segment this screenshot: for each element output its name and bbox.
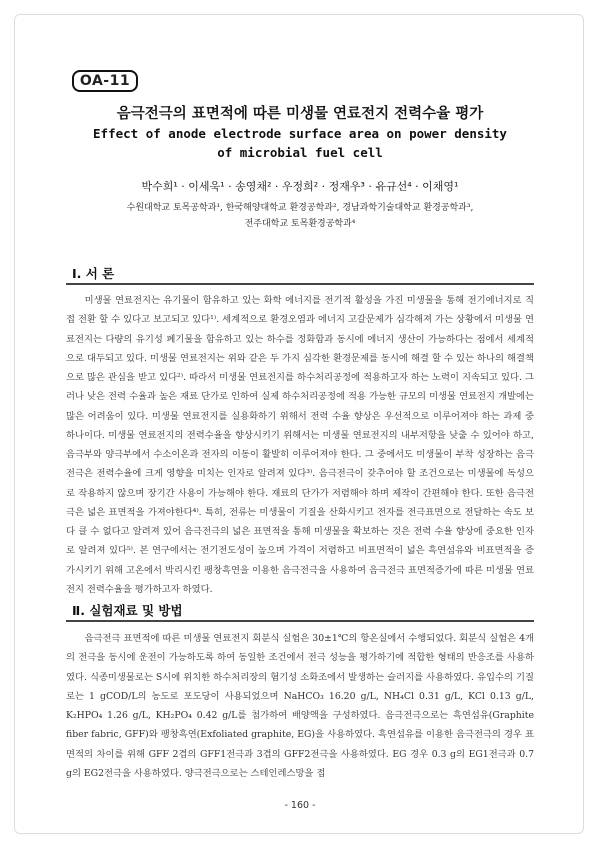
- author-list: 박수희¹ · 이세욱¹ · 송영채² · 우정희² · 정재우³ · 유규선⁴ · 이채영¹: [141, 180, 459, 193]
- title-korean: 음극전극의 표면적에 따른 미생물 연료전지 전력수율 평가: [116, 106, 484, 122]
- section-heading-introduction: Ⅰ. 서 론: [72, 266, 115, 281]
- section-divider: [66, 283, 534, 285]
- methods-paragraph: 음극전극 표면적에 따른 미생물 연료전지 회분식 실험은 30±1℃의 항온실에서 수행되었다. 회분식 실험은 4개의 전극을 동시에 운전이 가능하도록 하여 동일한 조건에서 전극 성능을 평가하기에 적합한 형태의 반응조를 사용하였다. 식종미생물로는 S시에 위치한 하수처리장의 혐기성 소화조에서 발생하는 슬러지를 사용하였다. 유입수의 기질로는 1 gCOD/L의 농도로 포도당이 사용되었으며 NaHCO₃ 16.20 g/L, NH₄Cl 0.31 g/L, KCl 0.13 g/L, K₂HPO₄ 1.26 g/L, KH₂PO₄ 0.42 g/L를 첨가하여 배양액을 구성하였다. 음극전극으로는 흑연섬유(Graphite fiber fabric, GFF)와 팽창흑연(Exfoliated graphite, EG)을 사용하였다. 흑연섬유를 이용한 음극전극의 경우 표면적의 차이를 위해 GFF 2겹의 GFF1전극과 3겹의 GFF2전극을 사용하였다. EG 경우 0.3 g의 EG1전극과 0.7 g의 EG2전극을 사용하였다. 양극전극으로는 스테인레스망을 접: [66, 633, 534, 779]
- title-english-line2: of microbial fuel cell: [217, 145, 383, 160]
- title-english-line1: Effect of anode electrode surface area on power density: [93, 126, 507, 141]
- session-badge: OA-11: [72, 70, 138, 92]
- section-heading-methods: Ⅱ. 실험재료 및 방법: [72, 603, 183, 618]
- introduction-paragraph: 미생물 연료전지는 유기물이 함유하고 있는 화학 에너지를 전기적 활성을 가진 미생물을 통해 전기에너지로 직접 전환 할 수 있다고 보고되고 있다¹⁾. 세계적으로 환경오염과 에너지 고갈문제가 심각해져 가는 상황에서 미생물 연료전지는 다량의 유기성 폐기물을 함유하고 있는 하수를 정화함과 동시에 에너지 생산이 가능하다는 점에서 세계적으로 대두되고 있다. 미생물 연료전지는 위와 같은 두 가지 심각한 환경문제를 동시에 해결 할 수 있는 하나의 해결책으로 많은 관심을 받고 있다²⁾. 따라서 미생물 연료전지를 하수처리공정에 적용하고자 하는 노력이 지속되고 있다. 그러나 낮은 전력 수율과 높은 재료 단가로 인하여 실제 하수처리공정에 적용 가능한 규모의 미생물 연료전지 개발에는 많은 어려움이 있다. 미생물 연료전지를 실용화하기 위해서 전력 수율 향상은 우선적으로 이루어져야 하는 과제 중 하나이다. 미생물 연료전지의 전력수율을 향상시키기 위해서는 미생물 연료전지의 내부저항을 낮출 수 있어야 하고, 음극부와 양극부에서 수소이온과 전자의 이동이 활발히 이루어져야 한다. 그 중에서도 미생물이 부착 성장하는 음극전극은 전력수율에 크게 영향을 미치는 인자로 알려져 있다³⁾. 음극전극이 갖추어야 할 조건으로는 미생물에 독성으로 작용하지 않으며 장기간 사용이 가능해야 한다. 재료의 단가가 저렴해야 하며 제작이 간편해야 한다. 또한 음극전극은 넓은 표면적을 가져야한다⁴⁾. 특히, 전류는 미생물이 기질을 산화시키고 전자를 전극표면으로 전달하는 속도 보다 클 수 없다고 알려져 있어 음극전극의 넓은 표면적을 통해 미생물을 확보하는 것은 전력 수율 향상에 중요한 인자로 알려져 있다⁵⁾. 본 연구에서는 전기전도성이 높으며 가격이 저렴하고 비표면적이 넓은 흑연섬유와 비표면적을 증가시키기 위해 고온에서 박리시킨 팽창흑연을 이용한 음극전극을 사용하여 음극전극 표면적증가에 따른 미생물 연료전지 전력수율을 평가하고자 하였다.: [66, 295, 534, 595]
- affiliation-line2: 전주대학교 토목환경공학과⁴: [244, 219, 356, 229]
- section-divider: [66, 620, 534, 622]
- page-number: - 160 -: [284, 800, 316, 811]
- affiliation-line1: 수원대학교 토목공학과¹, 한국해양대학교 환경공학과², 경남과학기술대학교 환경공학과³,: [126, 203, 474, 213]
